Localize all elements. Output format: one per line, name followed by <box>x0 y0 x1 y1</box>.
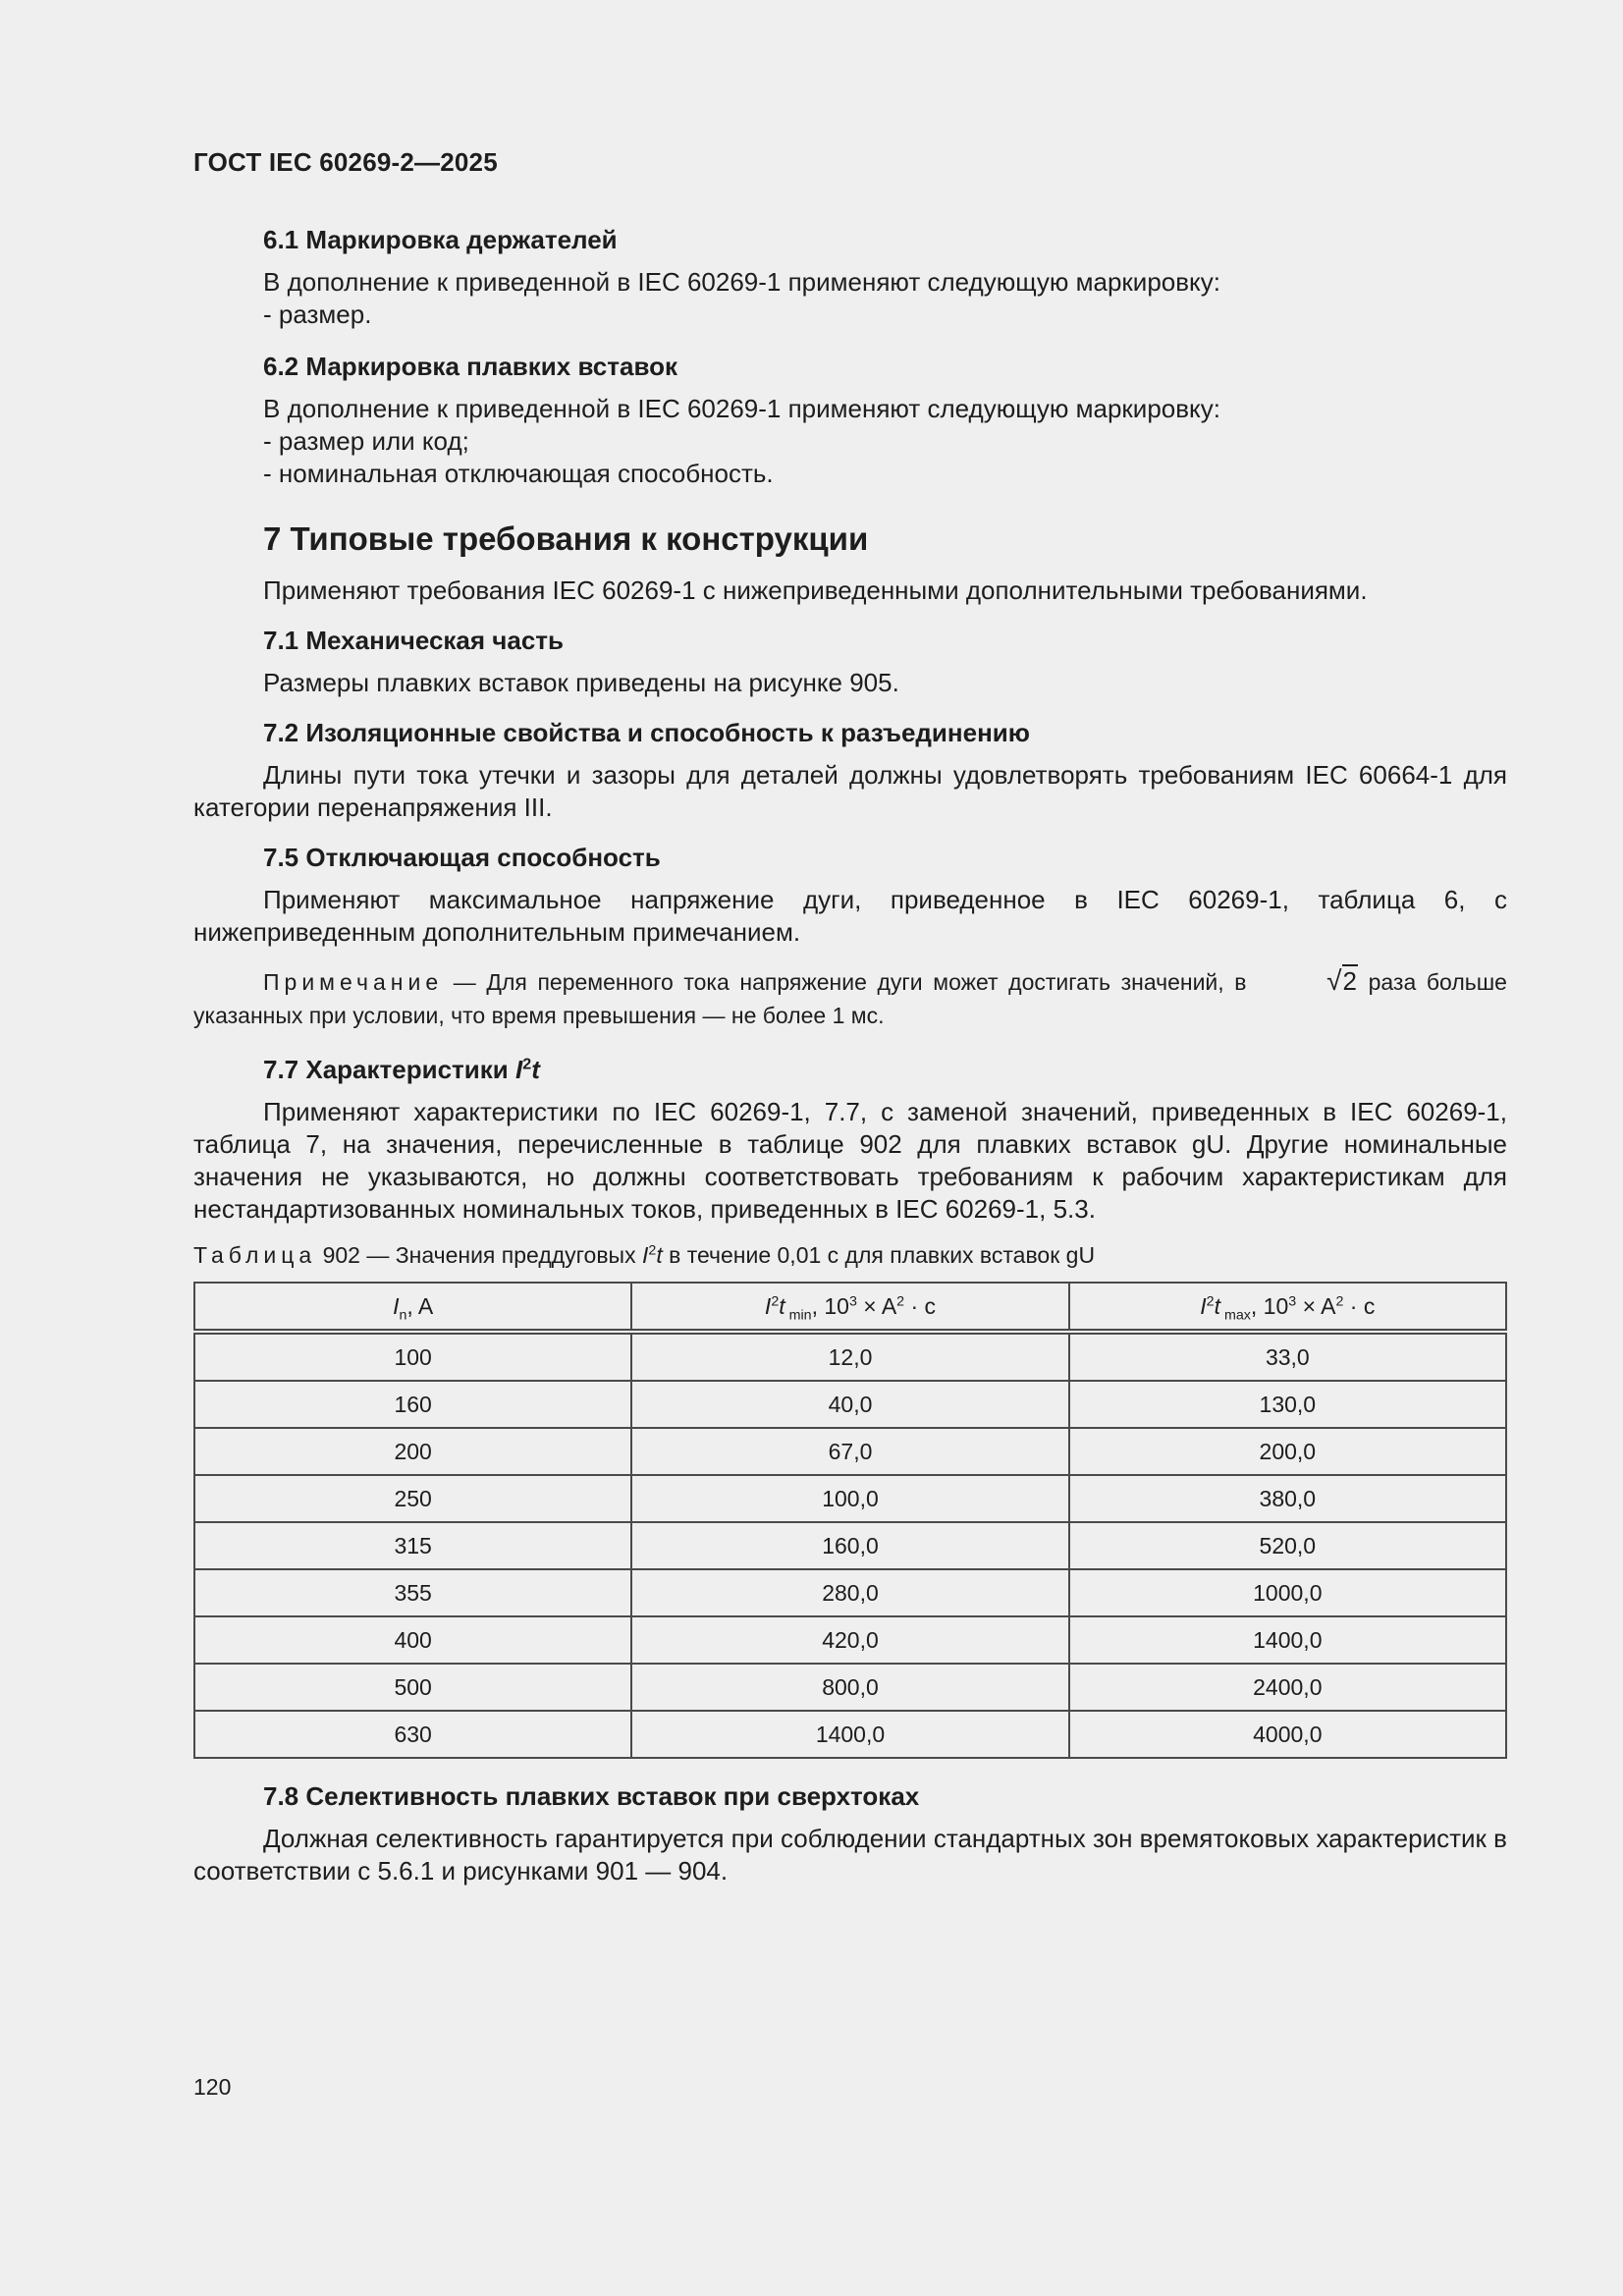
caption-symbol-sup: 2 <box>648 1242 657 1259</box>
table-cell: 40,0 <box>631 1381 1068 1428</box>
table-cell: 100,0 <box>631 1475 1068 1522</box>
header-unit: , 10 <box>1250 1292 1289 1319</box>
header-sub: max <box>1219 1307 1251 1324</box>
heading-7: 7 Типовые требования к конструкции <box>263 520 869 557</box>
header-unit: , A <box>406 1292 434 1319</box>
paragraph-7-1: Размеры плавких вставок приведены на рисунке 905. <box>263 668 899 697</box>
table-cell: 4000,0 <box>1069 1711 1506 1758</box>
header-unit-tail: × A <box>1296 1292 1336 1319</box>
paragraph-6-2 <box>193 393 1507 490</box>
header-unit-end: · c <box>1343 1292 1376 1319</box>
table-row <box>194 1711 1506 1758</box>
heading-7-2: 7.2 Изоляционные свойства и способность к разъединению <box>263 718 1030 747</box>
sqrt-symbol: √2 <box>1326 965 1357 996</box>
table-cell: 250 <box>194 1475 631 1522</box>
table-cell: 1000,0 <box>1069 1569 1506 1616</box>
table-cell: 1400,0 <box>631 1711 1068 1758</box>
table-cell: 315 <box>194 1522 631 1569</box>
table-cell: 400 <box>194 1616 631 1664</box>
header-unit-end: · c <box>904 1292 937 1319</box>
column-header-i2t-max <box>1069 1283 1506 1332</box>
header-sub: n <box>399 1307 407 1324</box>
text-line: - номинальная отключающая способность. <box>263 459 774 488</box>
symbol-i: I <box>514 1055 523 1084</box>
heading-7-5: 7.5 Отключающая способность <box>263 843 661 872</box>
text-line: - размер или код; <box>263 426 469 456</box>
paragraph-7: Применяют требования IEC 60269-1 с нижеприведенными дополнительными требованиями. <box>263 575 1368 605</box>
caption-symbol-t: t <box>656 1242 663 1268</box>
table-cell: 160,0 <box>631 1522 1068 1569</box>
page-number: 120 <box>193 2074 232 2100</box>
table-cell: 130,0 <box>1069 1381 1506 1428</box>
caption-num: 902 — Значения преддуговых <box>316 1242 642 1268</box>
table-caption <box>193 1239 1507 1272</box>
table-cell: 67,0 <box>631 1428 1068 1475</box>
header-sub: min <box>784 1307 812 1324</box>
note-text: — Для переменного тока напряжение дуги может достигать значений, в <box>443 969 1258 995</box>
table-row <box>194 1522 1506 1569</box>
table-row <box>194 1381 1506 1428</box>
header-sup: 2 <box>771 1292 780 1309</box>
table-cell: 100 <box>194 1332 631 1381</box>
heading-7-8: 7.8 Селективность плавких вставок при сверхтоках <box>263 1781 920 1811</box>
page-body <box>193 224 1507 1899</box>
symbol-t: t <box>531 1055 540 1084</box>
paragraph-7-2: Длины пути тока утечки и зазоры для деталей должны удовлетворять требованиям IEC 60664-1 для категории перенапряжения III. <box>193 760 1507 822</box>
running-header: ГОСТ IEC 60269-2—2025 <box>193 147 498 177</box>
heading-7-7 <box>263 1054 1507 1086</box>
table-row <box>194 1664 1506 1711</box>
header-unit-sup: 3 <box>1288 1292 1297 1309</box>
text-line: - размер. <box>263 300 372 329</box>
header-unit-sup2: 2 <box>896 1292 905 1309</box>
table-header-row <box>194 1283 1506 1332</box>
table-cell: 380,0 <box>1069 1475 1506 1522</box>
text-line: В дополнение к приведенной в IEC 60269-1 применяют следующую маркировку: <box>263 267 1220 297</box>
table-cell: 355 <box>194 1569 631 1616</box>
caption-symbol-i: I <box>641 1242 649 1268</box>
header-unit-sup2: 2 <box>1335 1292 1344 1309</box>
heading-text: 7.7 Характеристики <box>263 1055 515 1084</box>
symbol-sup: 2 <box>522 1055 532 1073</box>
table-cell: 420,0 <box>631 1616 1068 1664</box>
header-t: t <box>1214 1292 1220 1319</box>
header-symbol: I <box>393 1292 400 1319</box>
table-cell: 500 <box>194 1664 631 1711</box>
heading-6-2: 6.2 Маркировка плавких вставок <box>263 352 677 381</box>
sqrt-radicand: 2 <box>1342 966 1357 996</box>
table-cell: 280,0 <box>631 1569 1068 1616</box>
table-cell: 200 <box>194 1428 631 1475</box>
paragraph-7-7: Применяют характеристики по IEC 60269-1, 7.7, с заменой значений, приведенных в IEC 60269-1, таблица 7, на значения, перечисленные в таблице 902 для плавких вставок gU. Другие номинальные значения не указываются, но должны соответствовать требованиям к рабочим характеристикам для нестандартизованных номинальных токов, приведенных в IEC 60269-1, 5.3. <box>193 1097 1507 1224</box>
caption-label: Таблица <box>193 1242 317 1268</box>
paragraph-7-8: Должная селективность гарантируется при соблюдении стандартных зон времятоковых характеристик в соответствии с 5.6.1 и рисунками 901 — 904. <box>193 1824 1507 1886</box>
header-unit-tail: × A <box>856 1292 897 1319</box>
table-cell: 200,0 <box>1069 1428 1506 1475</box>
table-cell: 1400,0 <box>1069 1616 1506 1664</box>
header-symbol: I <box>1200 1292 1207 1319</box>
table-row <box>194 1428 1506 1475</box>
note-text-end: раза больше указанных при условии, что время превышения — не более 1 мс. <box>193 969 1507 1028</box>
note-7-5 <box>193 964 1507 1032</box>
header-t: t <box>779 1292 785 1319</box>
caption-rest: в течение 0,01 с для плавких вставок gU <box>662 1242 1096 1268</box>
column-header-in <box>194 1283 631 1332</box>
table-row <box>194 1332 1506 1381</box>
table-cell: 33,0 <box>1069 1332 1506 1381</box>
table-row <box>194 1616 1506 1664</box>
table-cell: 2400,0 <box>1069 1664 1506 1711</box>
header-unit: , 10 <box>811 1292 849 1319</box>
table-cell: 520,0 <box>1069 1522 1506 1569</box>
table-902 <box>193 1282 1507 1759</box>
text-line: В дополнение к приведенной в IEC 60269-1 применяют следующую маркировку: <box>263 394 1220 423</box>
header-sup: 2 <box>1206 1292 1215 1309</box>
table-cell: 160 <box>194 1381 631 1428</box>
column-header-i2t-min <box>631 1283 1068 1332</box>
heading-6-1: 6.1 Маркировка держателей <box>263 225 618 254</box>
table-row <box>194 1569 1506 1616</box>
header-unit-sup: 3 <box>848 1292 857 1309</box>
table-cell: 800,0 <box>631 1664 1068 1711</box>
table-cell: 630 <box>194 1711 631 1758</box>
table-cell: 12,0 <box>631 1332 1068 1381</box>
paragraph-7-5: Применяют максимальное напряжение дуги, приведенное в IEC 60269-1, таблица 6, с нижеприведенным дополнительным примечанием. <box>193 885 1507 947</box>
header-symbol: I <box>764 1292 772 1319</box>
table-row <box>194 1475 1506 1522</box>
note-label: Примечание <box>263 969 444 995</box>
heading-7-1: 7.1 Механическая часть <box>263 626 565 655</box>
paragraph-6-1 <box>193 266 1507 331</box>
